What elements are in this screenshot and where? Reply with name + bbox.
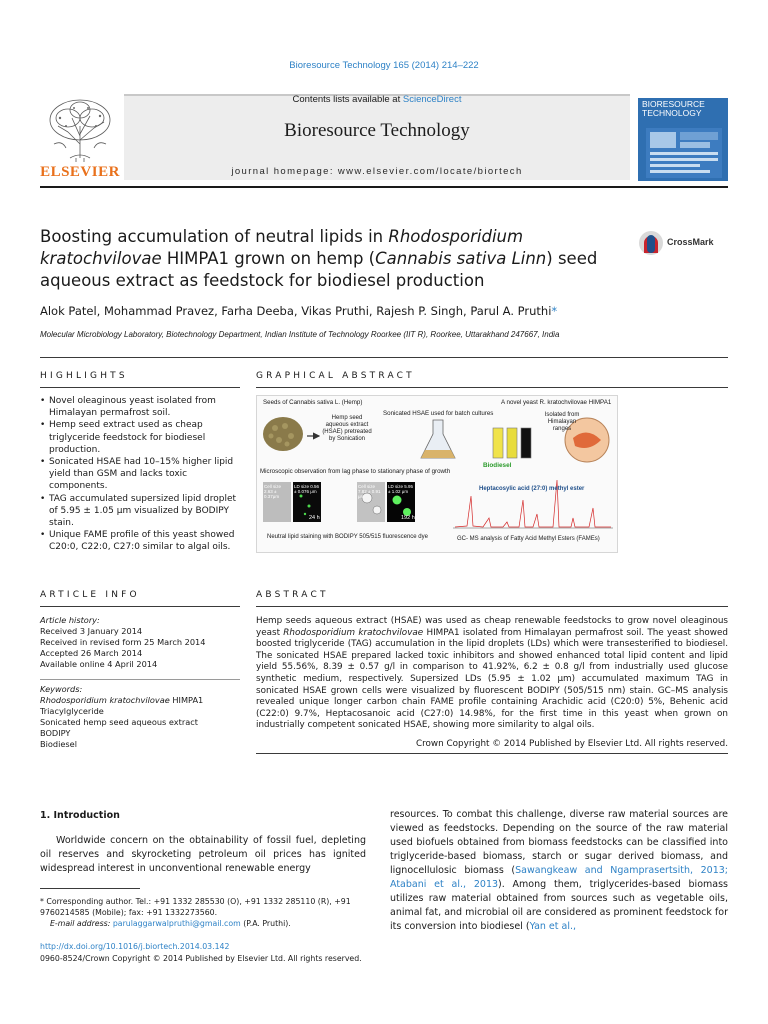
title-rule xyxy=(40,357,728,358)
email-suffix: (P.A. Pruthi). xyxy=(240,919,291,928)
keyword-species: Rhodosporidium kratochvilovae xyxy=(40,695,170,705)
title-part-1: Boosting accumulation of neutral lipids in xyxy=(40,227,389,246)
keyword-item: Sonicated hemp seed aqueous extract xyxy=(40,717,198,727)
abstract-bottom-rule xyxy=(256,753,728,754)
header-rule xyxy=(40,186,728,188)
footnote xyxy=(40,896,366,929)
keyword-species-rest: HIMPA1 xyxy=(169,695,204,705)
abstract-part-2: HIMPA1 isolated from Himalayan permafrost soil. The yeast showed boosted triglyceride (TAG) accumulation in the lipid droplets (LDs) which were transesterified to biodiesel. The sonicated HSAE prepared lacked toxic inhibitors and showed enhanced total lipid content and lipid yield 55.56%, 8.39 ± 0.57 g/l in comparison to 41.92%, 6.2 ± 0.8 g/l from industrially used glucose synthetic medium, respectively. Supersized LDs (5.95 ± 1.02 μm) accumulated maximum TAG in sonicated HSAE grown cells were visualized by fluorescent BODIPY (505/515 nm) stain. GC–MS analysis revealed unique longer carbon chain FAME profile containing Arachidic acid (C20:0) 5%, Behenic acid (C22:0) 9.7%, Heptacosanoic acid (C27:0) 14.98%, for the first time in this yeast when grown on industrially competent sonicated HSAE, showing more similarity to algal oils. xyxy=(256,627,728,731)
contents-line xyxy=(124,94,630,105)
article-info-heading: ARTICLE INFO xyxy=(40,590,140,600)
ga-seeds-label: Seeds of Cannabis sativa L. (Hemp) xyxy=(263,399,363,406)
sciencedirect-link[interactable]: ScienceDirect xyxy=(402,94,462,105)
highlight-item: • TAG accumulated supersized lipid droplet of 5.95 ± 1.05 μm visualized by BODIPY stain. xyxy=(40,493,240,530)
ga-sonicated-label: Sonicated HSAE used for batch cultures xyxy=(383,410,494,417)
ga-hsae-label: Hemp seed aqueous extract (HSAE) pretreated by Sonication xyxy=(322,415,372,442)
graphical-abstract-figure[interactable] xyxy=(256,395,618,553)
ga-micro-label: Microscopic observation from lag phase to stationary phase of growth xyxy=(260,468,451,475)
intro-right-paragraph xyxy=(390,808,728,934)
citation-link[interactable]: Sawangkeaw and Ngamprasertsith, 2013; Atabani et al., 2013 xyxy=(390,865,728,890)
cover-graphic xyxy=(646,128,722,178)
ga-stain-label: Neutral lipid staining with BODIPY 505/515 fluorescence dye xyxy=(267,534,428,540)
keyword-item xyxy=(40,695,240,706)
email-link[interactable]: parulaggarwalpruthi@gmail.com xyxy=(112,919,241,928)
highlight-item: • Hemp seed extract used as cheap triglyceride feedstock for biodiesel production. xyxy=(40,419,240,456)
history-online: Available online 4 April 2014 xyxy=(40,659,158,669)
ga-ld-size-2: LD size 5.95 ± 1.02 μm xyxy=(388,484,414,494)
history-received: Received 3 January 2014 xyxy=(40,626,143,636)
ga-peak-label: Heptacosylic acid (27:0) methyl ester xyxy=(479,486,585,492)
ga-gcms-label: GC- MS analysis of Fatty Acid Methyl Esters (FAMEs) xyxy=(457,536,600,542)
abstract-rule xyxy=(256,606,728,607)
keyword-item: BODIPY xyxy=(40,728,71,738)
ga-yeast-label: A novel yeast R. kratochvilovae HIMPA1 xyxy=(501,399,612,406)
keyword-item: Biodiesel xyxy=(40,739,77,749)
keyword-item: Triacylglyceride xyxy=(40,706,104,716)
abstract-heading: ABSTRACT xyxy=(256,590,329,600)
title-part-2: HIMPA1 grown on hemp ( xyxy=(161,249,376,268)
intro-left-paragraph: Worldwide concern on the obtainability of fossil fuel, depleting oil reserves and skyrocketing petroleum oil prices has ignited widespread interest in unconventional renewable energy xyxy=(40,835,366,874)
keywords-rule xyxy=(40,679,240,680)
title-species: Rhodosporidium kratochvilovae xyxy=(40,227,524,268)
elsevier-wordmark: ELSEVIER xyxy=(40,164,120,180)
journal-title: Bioresource Technology xyxy=(284,120,470,141)
corresponding-author-note: * Corresponding author. Tel.: +91 1332 285530 (O), +91 1332 285110 (R), +91 9760214585 (Mobile); fax: +91 1332273560. xyxy=(40,897,351,917)
title-plant: Cannabis sativa Linn xyxy=(375,249,547,268)
crossmark-icon[interactable] xyxy=(638,229,664,257)
intro-right-part-1: resources. To combat this challenge, diverse raw material sources are viewed as feedstocks. Depending on the source of the raw material used biofuels obtained from biomass feedstocks can be classified into triglyceride-based biomass, starch or sugar derived biomass, and lignocellulosic biomass ( xyxy=(390,809,728,876)
ga-ld-size-1: LD size 0.56 ± 0.076 μm xyxy=(294,484,320,494)
abstract-text xyxy=(256,616,728,732)
homepage-prefix: journal homepage: xyxy=(231,166,338,177)
journal-homepage xyxy=(124,166,630,177)
history-label: Article history: xyxy=(40,615,100,625)
homepage-link[interactable]: www.elsevier.com/locate/biortech xyxy=(337,166,523,177)
affiliation: Molecular Microbiology Laboratory, Biotechnology Department, Indian Institute of Technology Roorkee (IIT R), Roorkee, Uttarakhand 247667, India xyxy=(40,330,560,339)
abstract-species: Rhodosporidium kratochvilovae xyxy=(283,627,424,638)
title-part-3: ) seed aqueous extract as feedstock for biodiesel production xyxy=(40,249,598,290)
ga-cell-size-2: Cell size 7.82 ± 0.91 μm xyxy=(358,484,381,499)
history-accepted: Accepted 26 March 2014 xyxy=(40,648,143,658)
keywords-label: Keywords: xyxy=(40,684,83,694)
footnote-rule xyxy=(40,888,140,889)
corresponding-author-mark[interactable]: * xyxy=(551,304,558,318)
article-info-rule xyxy=(40,606,240,607)
crossmark-label[interactable]: CrossMark xyxy=(667,237,714,247)
issn-copyright: 0960-8524/Crown Copyright © 2014 Published by Elsevier Ltd. All rights reserved. xyxy=(40,954,362,963)
abstract-part-1: Hemp seeds aqueous extract (HSAE) was used as cheap renewable feedstocks to grow novel oleaginous yeast xyxy=(256,616,728,638)
ga-cell-size-1: Cell size 2.63 ± 0.37μm xyxy=(264,484,282,499)
intro-right-part-2: ). Among them, triglycerides-based biomass utilizes raw material obtained from sources such as vegetable oils, animal fat, and microbial oil are considered as prominent feedstock for its conversion into biodiesel ( xyxy=(390,879,728,932)
author-list xyxy=(40,304,728,318)
highlight-item: • Unique FAME profile of this yeast showed C20:0, C22:0, C27:0 similar to algal oils. xyxy=(40,529,240,553)
journal-reference[interactable]: Bioresource Technology 165 (2014) 214–222 xyxy=(289,60,479,71)
ga-biodiesel-label: Biodiesel xyxy=(483,462,512,469)
doi-link[interactable]: http://dx.doi.org/10.1016/j.biortech.2014.03.142 xyxy=(40,942,230,951)
introduction-heading: 1. Introduction xyxy=(40,810,120,821)
contents-prefix: Contents lists available at xyxy=(292,94,403,105)
hemp-seeds-image xyxy=(263,417,303,451)
highlights-rule xyxy=(40,387,240,388)
biodiesel-tube-icon xyxy=(493,428,503,458)
highlights-heading: HIGHLIGHTS xyxy=(40,371,128,381)
article-title xyxy=(40,226,630,292)
ga-isolated-label: Isolated from Himalayan ranges xyxy=(544,412,580,432)
history-revised: Received in revised form 25 March 2014 xyxy=(40,637,206,647)
keywords-block xyxy=(40,684,240,750)
email-line xyxy=(40,918,366,929)
graphical-abstract-heading: GRAPHICAL ABSTRACT xyxy=(256,371,415,381)
highlight-item: • Sonicated HSAE had 10–15% higher lipid yield than GSM and lacks toxic components. xyxy=(40,456,240,493)
highlights-list xyxy=(40,395,240,554)
cover-title: BIORESOURCE TECHNOLOGY xyxy=(642,99,705,118)
ga-time-1: 24 h xyxy=(309,515,320,521)
highlight-item: • Novel oleaginous yeast isolated from Himalayan permafrost soil. xyxy=(40,395,240,419)
article-history xyxy=(40,615,240,670)
ga-time-2: 192 h xyxy=(401,515,415,521)
authors-text: Alok Patel, Mohammad Pravez, Farha Deeba, Vikas Pruthi, Rajesh P. Singh, Parul A. Pruthi xyxy=(40,304,552,318)
abstract-copyright: Crown Copyright © 2014 Published by Elsevier Ltd. All rights reserved. xyxy=(415,739,728,749)
email-label: E-mail address: xyxy=(50,919,113,928)
citation-link[interactable]: Yan et al., xyxy=(529,921,577,932)
graphical-abstract-rule xyxy=(256,387,728,388)
